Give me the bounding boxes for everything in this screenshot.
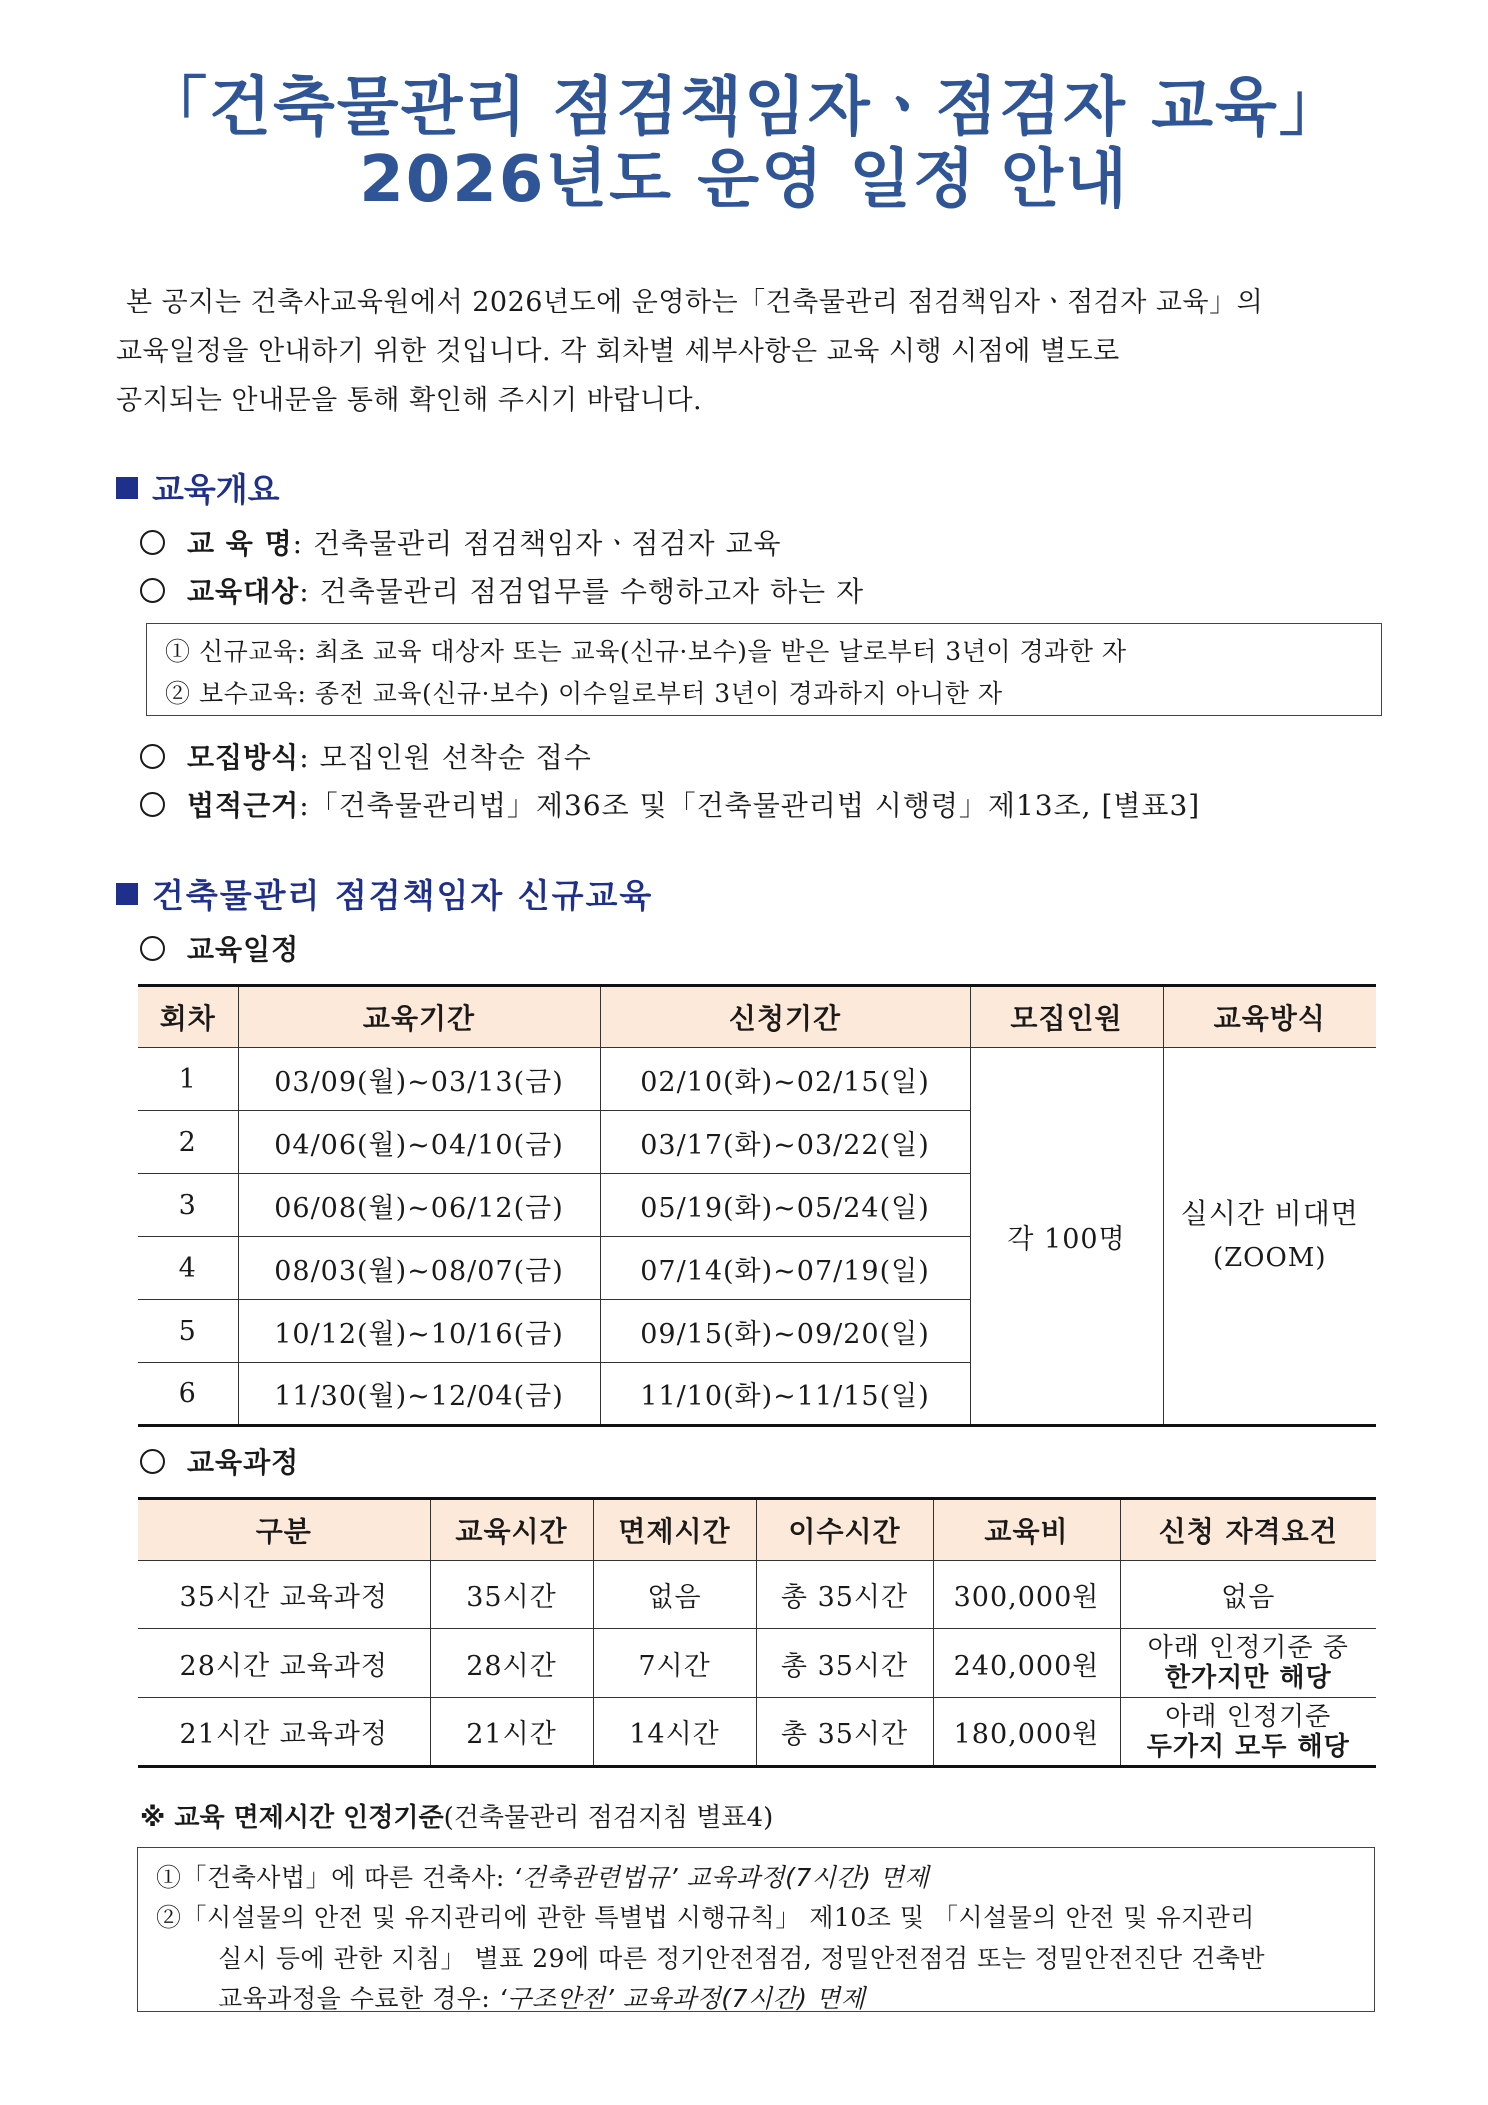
round-cell: 2 <box>138 1111 238 1174</box>
period-cell: 06/08(월)~06/12(금) <box>238 1174 600 1237</box>
apply-cell: 02/10(화)~02/15(일) <box>600 1048 970 1111</box>
course-total-cell: 총 35시간 <box>756 1561 933 1629</box>
round-cell: 3 <box>138 1174 238 1237</box>
exempt-note-box <box>137 1847 1375 2012</box>
recruit-value: : 모집인원 선착순 접수 <box>299 741 592 774</box>
exempt-item-1-text: ①「건축사법」에 따른 건축사: <box>156 1863 514 1892</box>
header-fee: 교육비 <box>933 1499 1120 1561</box>
page-title-line2: 2026년도 운영 일정 안내 <box>359 143 1129 217</box>
section-heading-new-course-text: 건축물관리 점검책임자 신규교육 <box>152 876 654 915</box>
course-label: 교육과정 <box>187 1446 300 1479</box>
course-name-cell: 28시간 교육과정 <box>138 1629 430 1698</box>
intro-line-3: 공지되는 안내문을 통해 확인해 주시기 바랍니다. <box>116 385 703 416</box>
header-period: 교육기간 <box>238 986 600 1048</box>
course-fee-cell: 300,000원 <box>933 1561 1120 1629</box>
course-hours-cell: 21시간 <box>430 1698 593 1767</box>
table-row <box>138 1561 1376 1629</box>
requirement-line-1: 아래 인정기준 중 <box>1147 1633 1349 1663</box>
apply-cell: 09/15(화)~09/20(일) <box>600 1300 970 1363</box>
header-apply: 신청기간 <box>600 986 970 1048</box>
circle-bullet-icon <box>140 936 165 961</box>
exempt-item-2-line-3-text: 교육과정을 수료한 경우: <box>218 1984 499 2013</box>
course-requirement-cell <box>1120 1629 1376 1698</box>
header-method: 교육방식 <box>1163 986 1376 1048</box>
apply-cell: 07/14(화)~07/19(일) <box>600 1237 970 1300</box>
header-requirement: 신청 자격요건 <box>1120 1499 1376 1561</box>
section-heading-new-course <box>116 870 653 917</box>
course-exempt-cell: 없음 <box>593 1561 756 1629</box>
exempt-item-1 <box>156 1858 929 1894</box>
course-name-cell: 35시간 교육과정 <box>138 1561 430 1629</box>
target-value: : 건축물관리 점검업무를 수행하고자 하는 자 <box>299 575 865 608</box>
target-detail-new: ① 신규교육: 최초 교육 대상자 또는 교육(신규·보수)을 받은 날로부터 3년이 경과한 자 <box>165 637 1127 666</box>
table-row <box>138 1048 1376 1111</box>
section-heading-overview <box>116 464 280 511</box>
course-total-cell: 총 35시간 <box>756 1698 933 1767</box>
target-detail-refresh: ② 보수교육: 종전 교육(신규·보수) 이수일로부터 3년이 경과하지 아니한 자 <box>165 679 1003 708</box>
apply-cell: 03/17(화)~03/22(일) <box>600 1111 970 1174</box>
method-line-1: 실시간 비대면 <box>1180 1197 1359 1230</box>
course-name-value: : 건축물관리 점검책임자ㆍ점검자 교육 <box>292 527 782 560</box>
schedule-table <box>138 984 1376 1427</box>
legal-value: :「건축물관리법」제36조 및「건축물관리법 시행령」제13조, [별표3] <box>299 789 1201 822</box>
apply-cell: 11/10(화)~11/15(일) <box>600 1363 970 1426</box>
method-cell <box>1163 1048 1376 1426</box>
exempt-item-2-line-3 <box>218 1979 865 2015</box>
course-name-cell: 21시간 교육과정 <box>138 1698 430 1767</box>
bullet-course-name <box>140 522 782 562</box>
period-cell: 11/30(월)~12/04(금) <box>238 1363 600 1426</box>
table-row <box>138 1698 1376 1767</box>
circle-bullet-icon <box>140 744 165 769</box>
header-round: 회차 <box>138 986 238 1048</box>
exempt-item-2-line-2: 실시 등에 관한 지침」 별표 29에 따른 정기안전점검, 정밀안전점검 또는 정밀안전진단 건축반 <box>218 1944 1266 1973</box>
target-detail-box <box>146 623 1382 716</box>
period-cell: 03/09(월)~03/13(금) <box>238 1048 600 1111</box>
course-fee-cell: 180,000원 <box>933 1698 1120 1767</box>
recruit-label: 모집방식 <box>187 741 300 774</box>
course-name-label: 교 육 명 <box>187 527 293 560</box>
circle-bullet-icon <box>140 1449 165 1474</box>
exempt-note-heading-rest: (건축물관리 점검지침 별표4) <box>443 1803 774 1833</box>
header-total: 이수시간 <box>756 1499 933 1561</box>
period-cell: 10/12(월)~10/16(금) <box>238 1300 600 1363</box>
period-cell: 08/03(월)~08/07(금) <box>238 1237 600 1300</box>
course-header-row <box>138 1499 1376 1561</box>
legal-label: 법적근거 <box>187 789 300 822</box>
apply-cell: 05/19(화)~05/24(일) <box>600 1174 970 1237</box>
course-exempt-cell: 7시간 <box>593 1629 756 1698</box>
course-hours-cell: 35시간 <box>430 1561 593 1629</box>
exempt-item-1-italic: ‘건축관련법규’ 교육과정(7시간) 면제 <box>513 1863 930 1892</box>
course-requirement-cell <box>1120 1698 1376 1767</box>
requirement-line-1: 아래 인정기준 <box>1165 1701 1332 1732</box>
bullet-legal <box>140 784 1200 824</box>
bullet-schedule <box>140 928 299 968</box>
exempt-note-heading-bold: ※ 교육 면제시간 인정기준 <box>140 1803 444 1833</box>
exempt-item-2-line-1: ②「시설물의 안전 및 유지관리에 관한 특별법 시행규칙」 제10조 및 「시설물의 안전 및 유지관리 <box>156 1903 1255 1932</box>
square-bullet-icon <box>116 883 138 905</box>
square-bullet-icon <box>116 477 138 499</box>
intro-line-1: 본 공지는 건축사교육원에서 2026년도에 운영하는「건축물관리 점검책임자ㆍ점검자 교육」의 <box>126 287 1264 318</box>
round-cell: 5 <box>138 1300 238 1363</box>
circle-bullet-icon <box>140 578 165 603</box>
bullet-course <box>140 1441 299 1481</box>
schedule-header-row <box>138 986 1376 1048</box>
circle-bullet-icon <box>140 530 165 555</box>
round-cell: 1 <box>138 1048 238 1111</box>
round-cell: 6 <box>138 1363 238 1426</box>
page-title-line1: 「건축물관리 점검책임자ㆍ점검자 교육」 <box>143 71 1345 145</box>
requirement-line-2: 한가지만 해당 <box>1164 1663 1332 1693</box>
course-requirement-cell: 없음 <box>1120 1561 1376 1629</box>
intro-line-2: 교육일정을 안내하기 위한 것입니다. 각 회차별 세부사항은 교육 시행 시점에 별도로 <box>116 336 1120 367</box>
requirement-line-2: 두가지 모두 해당 <box>1146 1731 1350 1762</box>
header-capacity: 모집인원 <box>970 986 1163 1048</box>
header-category: 구분 <box>138 1499 430 1561</box>
exempt-item-2-line-3-italic: ‘구조안전’ 교육과정(7시간) 면제 <box>498 1984 866 2013</box>
header-exempt: 면제시간 <box>593 1499 756 1561</box>
table-row <box>138 1629 1376 1698</box>
exempt-note-heading <box>140 1797 773 1834</box>
capacity-cell: 각 100명 <box>970 1048 1163 1426</box>
course-exempt-cell: 14시간 <box>593 1698 756 1767</box>
target-label: 교육대상 <box>187 575 300 608</box>
bullet-recruit <box>140 736 592 776</box>
method-line-2: (ZOOM) <box>1212 1243 1327 1273</box>
bullet-target <box>140 570 864 610</box>
header-hours: 교육시간 <box>430 1499 593 1561</box>
intro-paragraph <box>116 278 1396 425</box>
schedule-label: 교육일정 <box>187 933 300 966</box>
section-heading-overview-text: 교육개요 <box>152 470 280 509</box>
course-fee-cell: 240,000원 <box>933 1629 1120 1698</box>
course-table <box>138 1497 1376 1768</box>
period-cell: 04/06(월)~04/10(금) <box>238 1111 600 1174</box>
circle-bullet-icon <box>140 792 165 817</box>
course-total-cell: 총 35시간 <box>756 1629 933 1698</box>
round-cell: 4 <box>138 1237 238 1300</box>
course-hours-cell: 28시간 <box>430 1629 593 1698</box>
